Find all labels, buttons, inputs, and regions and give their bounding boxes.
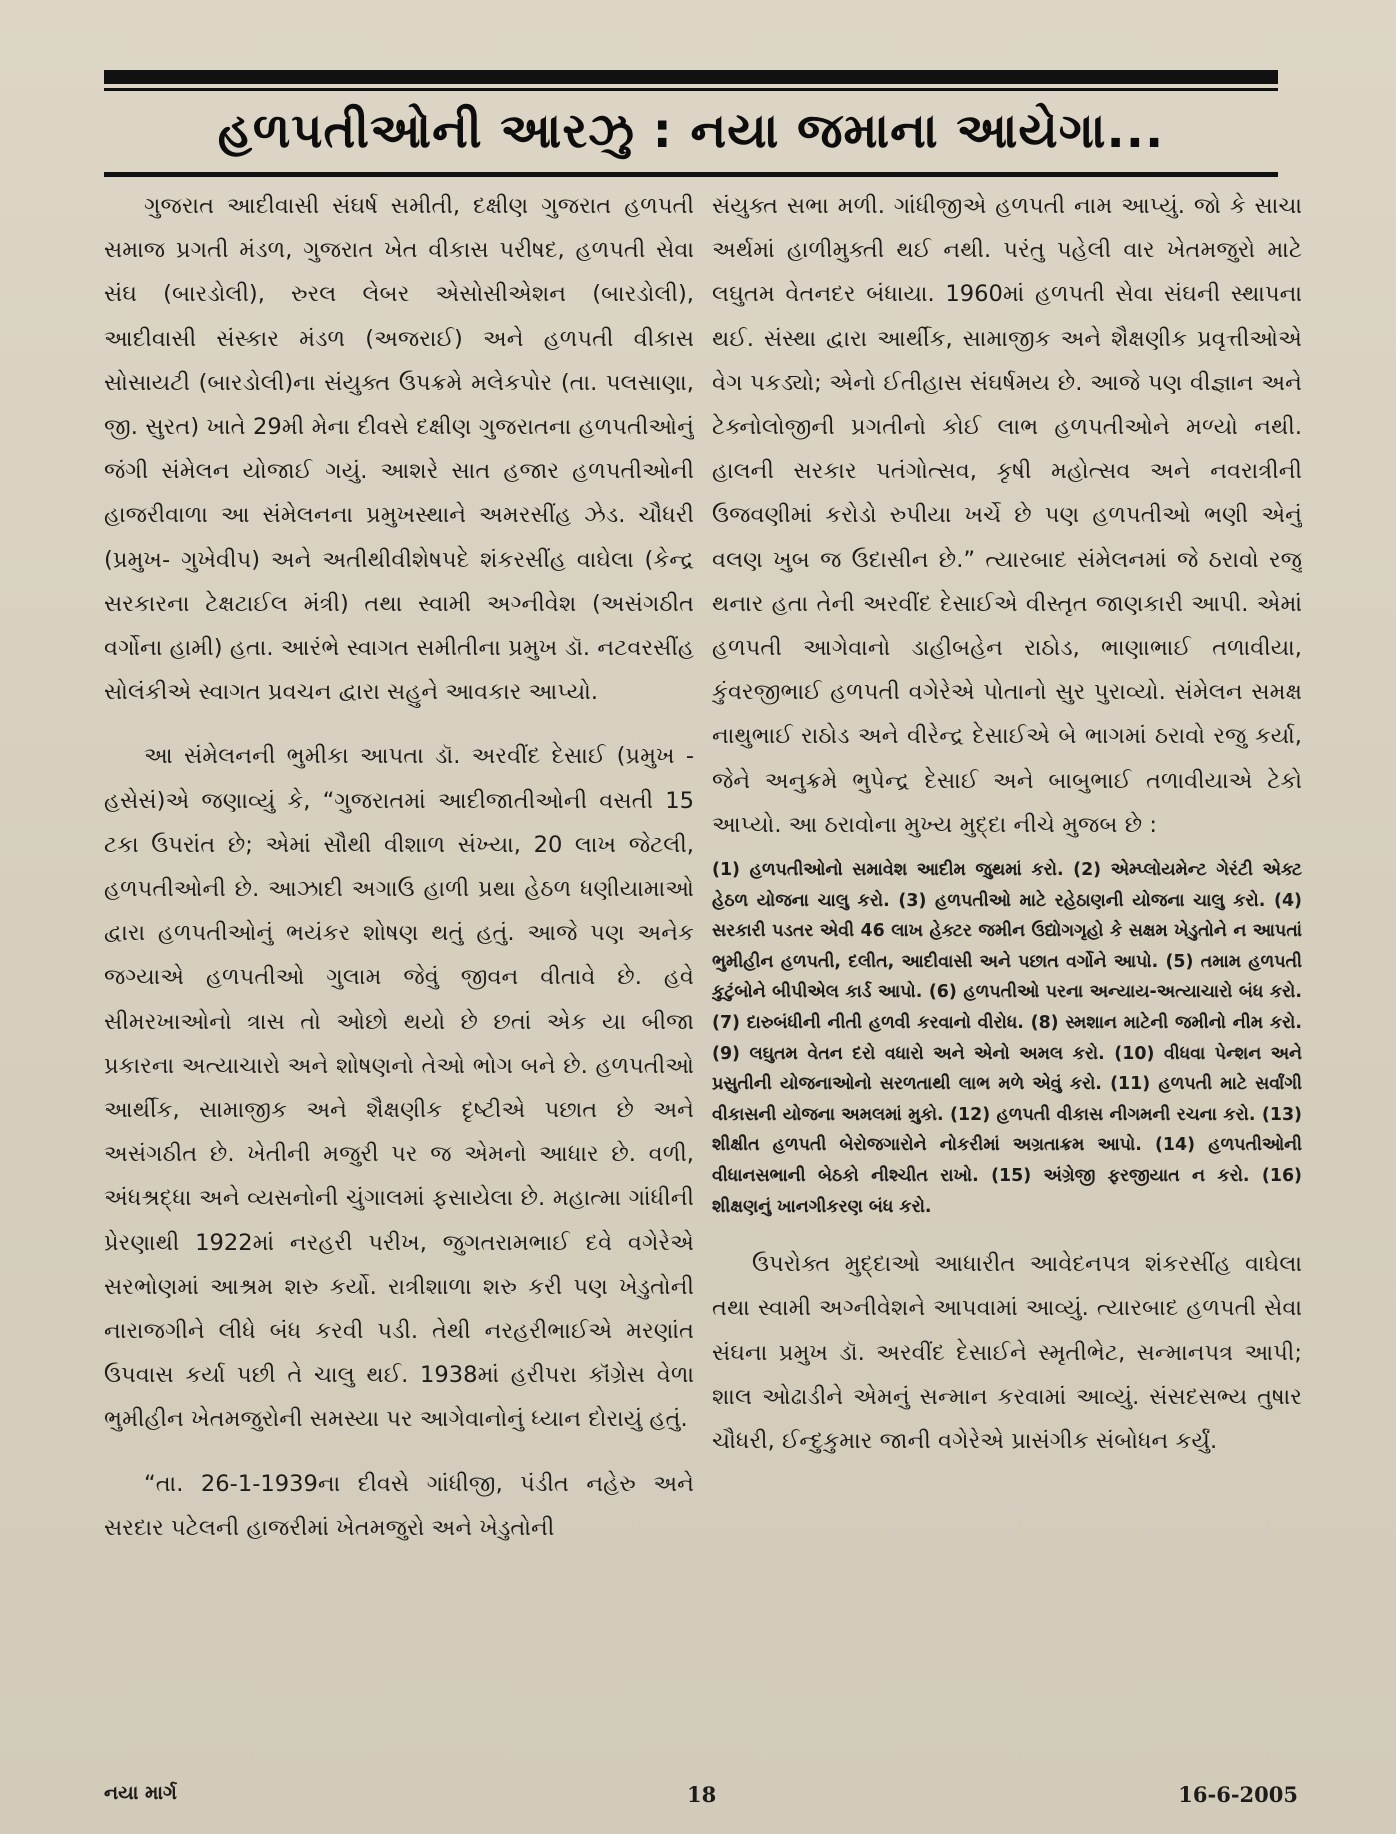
right-paragraph-2: ઉપરોક્ત મુદ્દાઓ આધારીત આવેદનપત્ર શંકરસીંહ વાઘેલા તથા સ્વામી અગ્નીવેશને આપવામાં આવ્યું. ત્યારબાદ હળપતી સેવા સંઘના પ્રમુખ ડૉ. અરવીંદ દેસાઈને સ્મૃતીભેટ, સન્માનપત્ર આપી; શાલ ઓઢાડીને એમનું સન્માન કરવામાં આવ્યું. સંસદસભ્ય તુષાર ચૌધરી, ઈન્દુકુમાર જાની વગેરેએ પ્રાસંગીક સંબોધન કર્યું. [712,1251,1302,1454]
publication-name: નયા માર્ગ [104,1782,177,1804]
page-footer [104,1782,1298,1822]
right-paragraph-1: સંયુક્ત સભા મળી. ગાંધીજીએ હળપતી નામ આપ્યું. જો કે સાચા અર્થમાં હાળીમુક્તી થઈ નથી. પરંતુ પહેલી વાર ખેતમજુરો માટે લઘુતમ વેતનદર બંધાયા. 1960માં હળપતી સેવા સંઘની સ્થાપના થઈ. સંસ્થા દ્વારા આર્થીક, સામાજીક અને શૈક્ષણીક પ્રવૃત્તીઓએ વેગ પકડ્યો; એનો ઈતીહાસ સંઘર્ષમય છે. આજે પણ વીજ્ઞાન અને ટેક્નોલોજીની પ્રગતીનો કોઈ લાભ હળપતીઓને મળ્યો નથી. હાલની સરકાર પતંગોત્સવ, કૃષી મહોત્સવ અને નવરાત્રીની ઉજવણીમાં કરોડો રુપીયા ખર્ચે છે પણ હળપતીઓ ભણી એનું વલણ ખુબ જ ઉદાસીન છે.” ત્યારબાદ સંમેલનમાં જે ઠરાવો રજુ થનાર હતા તેની અરવીંદ દેસાઈએ વીસ્તૃત જાણકારી આપી. એમાં હળપતી આગેવાનો ડાહીબહેન રાઠોડ, ભાણાભાઈ તળાવીયા, કુંવરજીભાઈ હળપતી વગેરેએ પોતાનો સુર પુરાવ્યો. સંમેલન સમક્ષ નાથુભાઈ રાઠોડ અને વીરેન્દ્ર દેસાઈએ બે ભાગમાં ઠરાવો રજુ કર્યા, જેને અનુક્રમે ભુપેન્દ્ર દેસાઈ અને બાબુભાઈ તળાવીયાએ ટેકો આપ્યો. આ ઠરાવોના મુખ્ય મુદ્દા નીચે મુજબ છે : [712,193,1302,838]
page-number: 18 [687,1782,717,1807]
left-paragraph-1: ગુજરાત આદીવાસી સંઘર્ષ સમીતી, દક્ષીણ ગુજરાત હળપતી સમાજ પ્રગતી મંડળ, ગુજરાત ખેત વીકાસ પરીષદ, હળપતી સેવા સંઘ (બારડોલી), રુરલ લેબર એસોસીએશન (બારડોલી), આદીવાસી સંસ્કાર મંડળ (અજરાઈ) અને હળપતી વીકાસ સોસાયટી (બારડોલી)ના સંયુક્ત ઉપક્રમે મલેકપોર (તા. પલસાણા, જી. સુરત) ખાતે 29મી મેના દીવસે દક્ષીણ ગુજરાતના હળપતીઓનું જંગી સંમેલન યોજાઈ ગયું. આશરે સાત હજાર હળપતીઓની હાજરીવાળા આ સંમેલનના પ્રમુખસ્થાને અમરસીંહ ઝેડ. ચૌધરી (પ્રમુખ- ગુખેવીપ) અને અતીથીવીશેષપદે શંકરસીંહ વાઘેલા (કેન્દ્ર સરકારના ટેક્ષટાઈલ મંત્રી) તથા સ્વામી અગ્નીવેશ (અસંગઠીત વર્ગોના હામી) હતા. આરંભે સ્વાગત સમીતીના પ્રમુખ ડૉ. નટવરસીંહ સોલંકીએ સ્વાગત પ્રવચન દ્વારા સહુને આવકાર આપ્યો. [104,193,694,706]
left-paragraph-3: “તા. 26-1-1939ના દીવસે ગાંધીજી, પંડીત નહેરુ અને સરદાર પટેલની હાજરીમાં ખેતમજુરો અને ખેડુતોની [104,1470,694,1541]
issue-date: 16-6-2005 [1178,1782,1298,1807]
right-column [712,184,1302,1764]
demands-list: (1) હળપતીઓનો સમાવેશ આદીમ જુથમાં કરો. (2) એમ્પ્લોયમેન્ટ ગેરંટી એક્ટ હેઠળ યોજના ચાલુ કરો. (3) હળપતીઓ માટે રહેઠાણની યોજના ચાલુ કરો. (4) સરકારી પડતર એવી 46 લાખ હેક્ટર જમીન ઉદ્યોગગૃહો કે સક્ષમ ખેડુતોને ન આપતાં ભુમીહીન હળપતી, દલીત, આદીવાસી અને પછાત વર્ગોને આપો. (5) તમામ હળપતી કુટુંબોને બીપીએલ કાર્ડ આપો. (6) હળપતીઓ પરના અન્યાય-અત્યાચારો બંધ કરો. (7) દારુબંધીની નીતી હળવી કરવાનો વીરોધ. (8) સ્મશાન માટેની જમીનો નીમ કરો. (9) લઘુતમ વેતન દરો વધારો અને એનો અમલ કરો. (10) વીધવા પેન્શન અને પ્રસુતીની યોજનાઓનો સરળતાથી લાભ મળે એવું કરો. (11) હળપતી માટે સર્વાંગી વીકાસની યોજના અમલમાં મુકો. (12) હળપતી વીકાસ નીગમની રચના કરો. (13) શીક્ષીત હળપતી બેરોજગારોને નોકરીમાં અગ્રતાક્રમ આપો. (14) હળપતીઓની વીધાનસભાની બેઠકો નીશ્ચીત રાખો. (15) અંગ્રેજી ફરજીયાત ન કરો. (16) શીક્ષણનું ખાનગીકરણ બંધ કરો. [712,860,1302,1217]
left-paragraph-2: આ સંમેલનની ભુમીકા આપતા ડૉ. અરવીંદ દેસાઈ (પ્રમુખ - હસેસં)એ જણાવ્યું કે, “ગુજરાતમાં આદીજાતીઓની વસતી 15 ટકા ઉપરાંત છે; એમાં સૌથી વીશાળ સંખ્યા, 20 લાખ જેટલી, હળપતીઓની છે. આઝાદી અગાઉ હાળી પ્રથા હેઠળ ધણીયામાઓ દ્વારા હળપતીઓનું ભયંકર શોષણ થતું હતું. આજે પણ અનેક જગ્યાએ હળપતીઓ ગુલામ જેવું જીવન વીતાવે છે. હવે સીમરખાઓનો ત્રાસ તો ઓછો થયો છે છતાં એક યા બીજા પ્રકારના અત્યાચારો અને શોષણનો તેઓ ભોગ બને છે. હળપતીઓ આર્થીક, સામાજીક અને શૈક્ષણીક દૃષ્ટીએ પછાત છે અને અસંગઠીત છે. ખેતીની મજુરી પર જ એમનો આધાર છે. વળી, અંધશ્રદ્ધા અને વ્યસનોની ચુંગાલમાં ફસાયેલા છે. મહાત્મા ગાંધીની પ્રેરણાથી 1922માં નરહરી પરીખ, જુગતરામભાઈ દવે વગેરેએ સરભોણમાં આશ્રમ શરુ કર્યો. રાત્રીશાળા શરુ કરી પણ ખેડુતોની નારાજગીને લીધે બંધ કરવી પડી. તેથી નરહરીભાઈએ મરણાંત ઉપવાસ કર્યા પછી તે ચાલુ થઈ. 1938માં હરીપરા કૉંગ્રેસ વેળા ભુમીહીન ખેતમજુરોની સમસ્યા પર આગેવાનોનું ધ્યાન દોરાયું હતું. [104,743,694,1433]
left-column [104,184,694,1764]
article-headline: હળપતીઓની આરઝુ : નયા જમાના આયેગા... [217,103,1165,159]
headline-top-rule [104,70,1278,84]
headline-top-thin-rule [104,88,1278,91]
headline-bottom-rule [104,172,1278,177]
